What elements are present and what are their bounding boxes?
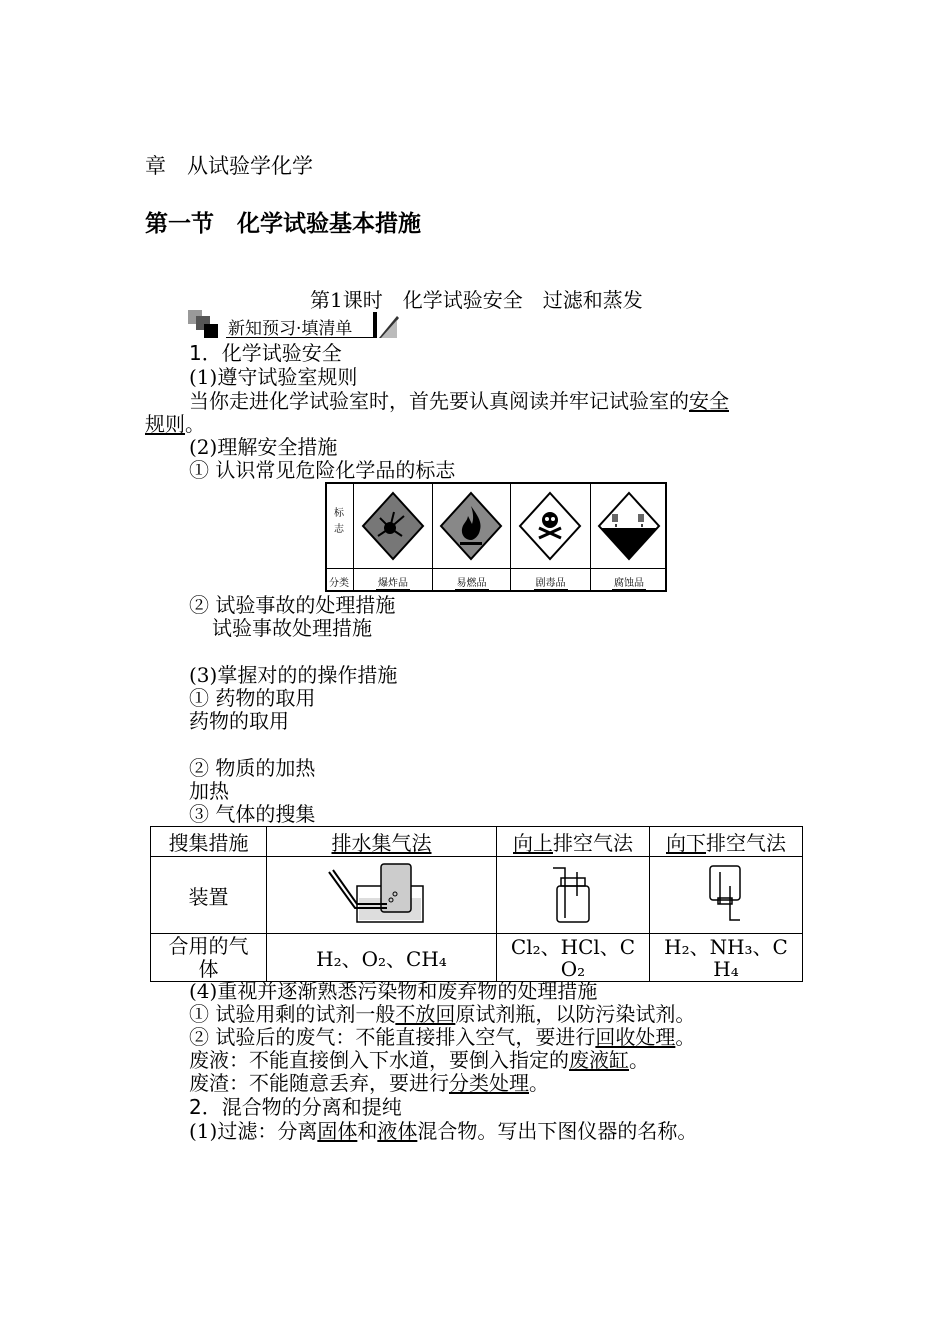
- s1-p3-item1-sub: 药物的取用: [189, 709, 289, 733]
- banner-label: 新知预习·填清单: [228, 319, 353, 339]
- s1-p1-text-a: 当你走进化学试验室时，首先要认真阅读并牢记试验室的: [189, 389, 689, 413]
- answer-solid: 固体: [317, 1119, 358, 1143]
- s1-p2-item1: ① 认识常见危险化学品的标志: [189, 458, 456, 482]
- gas-table-header-method: 搜集措施: [151, 827, 267, 857]
- banner-squares-icon: [188, 310, 228, 340]
- s1-p1-text-cont: [145, 413, 205, 436]
- hazard-label-explosive: 爆炸品: [378, 578, 408, 589]
- explosive-icon: [360, 490, 426, 562]
- answer-waste-tank: 废液缸: [569, 1048, 629, 1072]
- banner-underline: [226, 337, 374, 338]
- hazard-label-corrosive: 腐蚀品: [614, 578, 644, 589]
- s1-p2-item2: ② 试验事故的处理措施: [189, 593, 396, 617]
- s1-p1-title: (1)遵守试验室规则: [189, 365, 358, 389]
- banner-pen-icon: [373, 310, 399, 340]
- s1-p4-line4: 废渣：不能随意丢弃，要进行分类处理。: [189, 1071, 549, 1095]
- s1-p4-line3: 废液：不能直接倒入下水道，要倒入指定的废液缸。: [189, 1048, 649, 1072]
- s1-p2-title: (2)理解安全措施: [189, 435, 338, 459]
- s1-p3-item2-sub: 加热: [189, 779, 229, 803]
- s1-p3-item3: ③ 气体的搜集: [189, 802, 316, 826]
- downward-air-apparatus-icon: [696, 860, 756, 926]
- answer-safety: 安全: [689, 389, 729, 413]
- gas-table-apparatus-upward: [497, 857, 650, 934]
- gas-table-gases-upward: Cl₂、HCl、CO₂: [497, 934, 650, 982]
- chapter-title: 章 从试验学化学: [145, 154, 313, 178]
- corrosive-icon: [596, 490, 662, 562]
- s1-title: 1．化学试验安全: [189, 341, 342, 365]
- lesson-title: 第1课时 化学试验安全 过滤和蒸发: [310, 288, 643, 312]
- s1-p4-line1: ① 试验用剩的试剂一般不放回原试剂瓶，以防污染试剂。: [189, 1002, 696, 1026]
- hazard-row2-label: 分类: [329, 578, 349, 589]
- gas-table-apparatus-label: 装置: [151, 857, 267, 934]
- toxic-icon: [517, 490, 583, 562]
- hazard-table: [325, 482, 667, 592]
- s1-p3-item2: ② 物质的加热: [189, 756, 316, 780]
- s2-title: 2．混合物的分离和提纯: [189, 1095, 402, 1119]
- hazard-label-flammable: 易燃品: [456, 578, 487, 589]
- gas-table-header-upward: 向上排空气法: [497, 827, 650, 857]
- gas-table-gases-downward: H₂、NH₃、CH₄: [650, 934, 803, 982]
- s1-p3-title: (3)掌握对的的操作措施: [189, 663, 398, 687]
- section-title: 第一节 化学试验基本措施: [145, 211, 421, 237]
- gas-table-header-downward: 向下排空气法: [650, 827, 803, 857]
- gas-collection-table: [150, 826, 803, 982]
- upward-air-apparatus-icon: [543, 860, 603, 926]
- s1-p1-text: [189, 390, 729, 413]
- hazard-label-toxic: 剧毒品: [535, 578, 566, 589]
- s1-p2-item2-sub: 试验事故处理措施: [212, 616, 372, 640]
- s2-p1: (1)过滤：分离固体和液体混合物。写出下图仪器的名称。: [189, 1119, 698, 1143]
- answer-rules: 规则: [145, 412, 185, 436]
- answer-not-return: 不放回: [395, 1002, 456, 1026]
- banner: [188, 310, 408, 340]
- answer-liquid: 液体: [377, 1119, 418, 1143]
- s1-p4-title: (4)重视并逐渐熟悉污染物和废弃物的处理措施: [189, 979, 598, 1003]
- gas-table-apparatus-water: [267, 857, 497, 934]
- hazard-row1-label: 标志: [334, 508, 344, 535]
- s1-p3-item1: ① 药物的取用: [189, 686, 316, 710]
- water-displacement-apparatus-icon: [327, 860, 437, 926]
- gas-table-suitable-label: 合用的气体: [151, 934, 267, 982]
- gas-table-gases-water: H₂、O₂、CH₄: [267, 934, 497, 982]
- flammable-icon: [438, 490, 504, 562]
- gas-table-apparatus-downward: [650, 857, 803, 934]
- s1-p4-line2: ② 试验后的废气：不能直接排入空气，要进行回收处理。: [189, 1025, 696, 1049]
- answer-recycle: 回收处理: [595, 1025, 676, 1049]
- s1-p1-end: 。: [185, 412, 205, 436]
- gas-table-header-water: 排水集气法: [267, 827, 497, 857]
- answer-sort: 分类处理: [449, 1071, 529, 1095]
